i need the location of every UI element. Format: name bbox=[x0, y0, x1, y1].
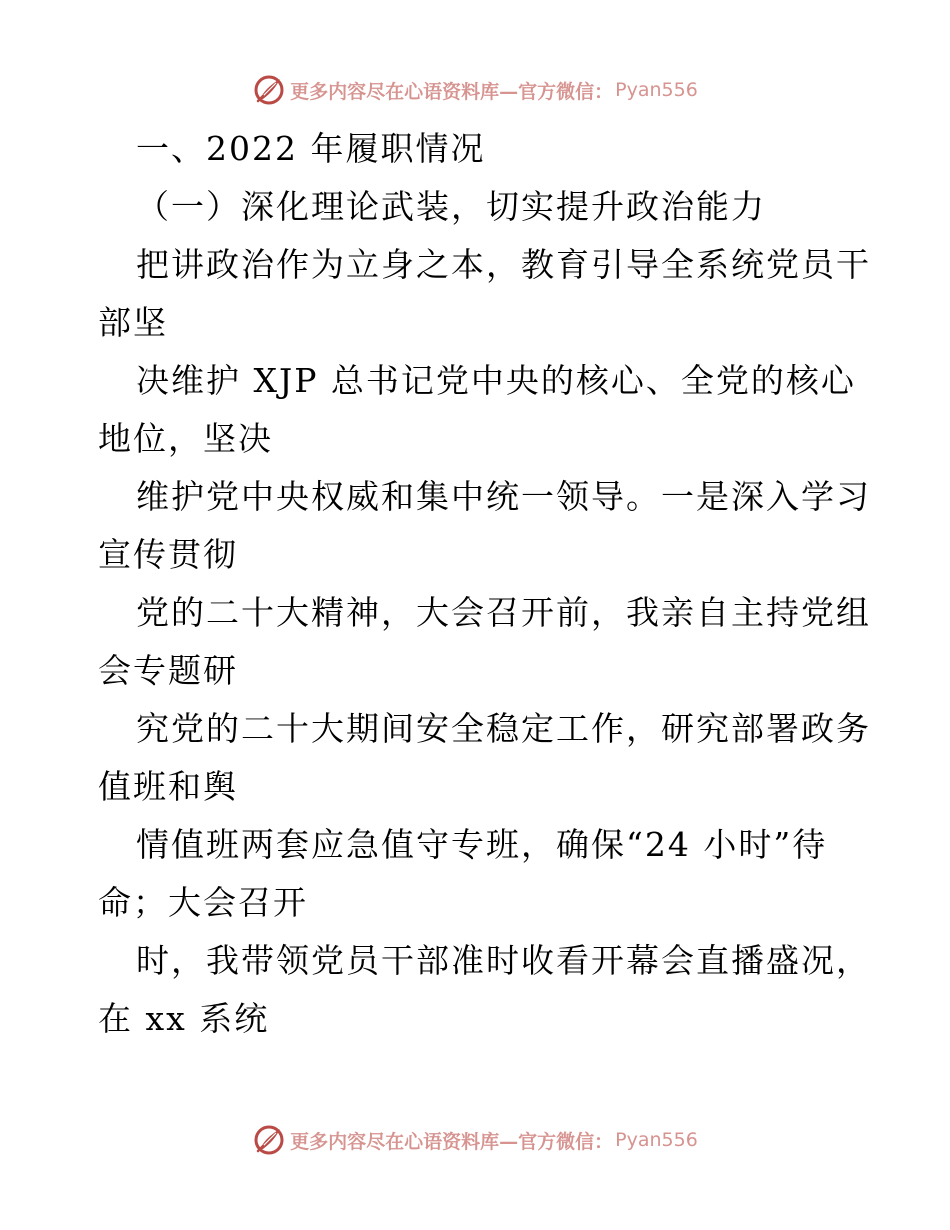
paragraph-line: 命；大会召开 bbox=[98, 883, 308, 922]
paragraph-line: 把讲政治作为立身之本，教育引导全系统党员干 bbox=[136, 245, 871, 284]
paragraph-line: 维护党中央权威和集中统一领导。一是深入学习 bbox=[136, 477, 871, 516]
paragraph-line: 会专题研 bbox=[98, 651, 238, 690]
quill-pen-logo-icon bbox=[252, 73, 286, 107]
document-body bbox=[98, 120, 871, 1048]
footer-banner-text: 更多内容尽在心语资料库—官方微信： bbox=[290, 1130, 614, 1153]
section-heading: 一、2022 年履职情况 bbox=[136, 129, 486, 168]
header-banner-contact: Pyan556 bbox=[615, 79, 698, 101]
paragraph-line: 究党的二十大期间安全稳定工作，研究部署政务 bbox=[136, 709, 871, 748]
paragraph-line: 在 xx 系统 bbox=[98, 999, 270, 1038]
subsection-heading: （一）深化理论武装，切实提升政治能力 bbox=[136, 187, 766, 226]
paragraph-line: 党的二十大精神，大会召开前，我亲自主持党组 bbox=[136, 593, 871, 632]
footer-watermark-banner bbox=[0, 1120, 950, 1160]
header-banner-text: 更多内容尽在心语资料库—官方微信： bbox=[290, 80, 614, 103]
paragraph-line: 时，我带领党员干部准时收看开幕会直播盛况， bbox=[136, 941, 871, 980]
paragraph-line: 决维护 XJP 总书记党中央的核心、全党的核心 bbox=[136, 361, 856, 400]
paragraph-line: 部坚 bbox=[98, 303, 168, 342]
header-watermark-banner bbox=[0, 70, 950, 110]
paragraph-line: 地位，坚决 bbox=[98, 419, 273, 458]
paragraph-line: 情值班两套应急值守专班，确保“24 小时”待 bbox=[136, 825, 828, 864]
footer-banner-contact: Pyan556 bbox=[615, 1129, 698, 1151]
paragraph-line: 宣传贯彻 bbox=[98, 535, 238, 574]
quill-pen-logo-icon bbox=[252, 1123, 286, 1157]
paragraph-line: 值班和舆 bbox=[98, 767, 238, 806]
